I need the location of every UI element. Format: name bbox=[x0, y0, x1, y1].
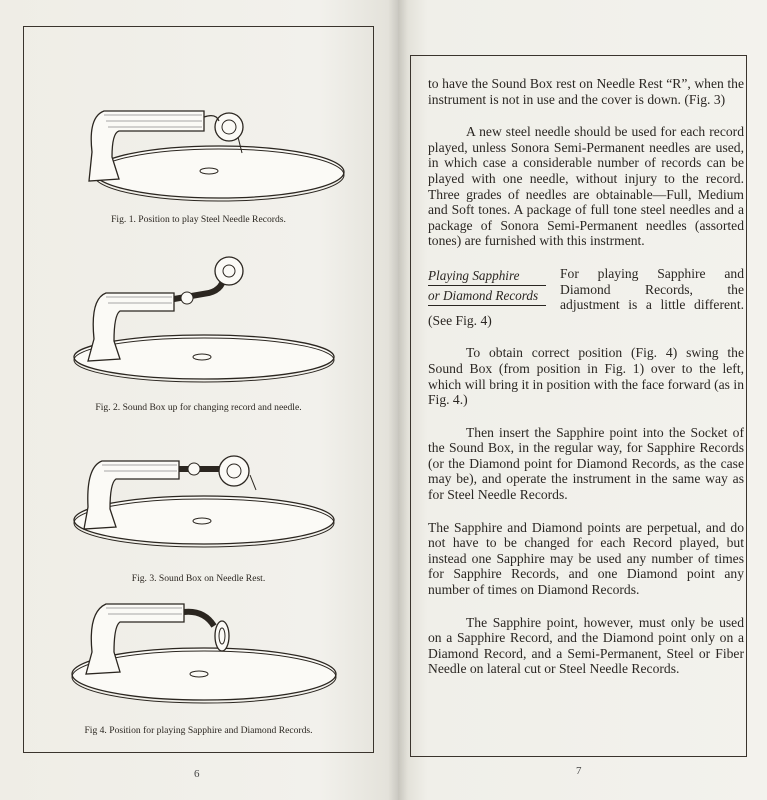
figure-3 bbox=[24, 435, 373, 585]
paragraph-7: The Sapphire point, however, must only be used on a Sapphire Record, and the Diamond point only on a Diamond Record, and a Semi-Permanent, Steel or Fiber Needle on lateral cut or Steel Needle Records. bbox=[428, 614, 744, 677]
left-page-frame bbox=[23, 26, 374, 753]
figure-3-illustration bbox=[24, 435, 373, 555]
figure-4-illustration bbox=[24, 592, 373, 712]
figure-2-caption: Fig. 2. Sound Box up for changing record and needle. bbox=[95, 402, 302, 413]
right-page bbox=[398, 0, 767, 800]
sapphire-section bbox=[428, 266, 744, 328]
right-page-frame bbox=[410, 55, 747, 757]
side-heading bbox=[428, 268, 550, 308]
figure-1-illustration bbox=[24, 97, 373, 207]
figure-2-illustration bbox=[24, 249, 373, 389]
figure-4 bbox=[24, 592, 373, 742]
paragraph-3: For playing Sapphire and Diamond Records, the adjustment is a little different. (See Fig. 4) bbox=[428, 265, 744, 328]
paragraph-6: The Sapphire and Diamond points are perpetual, and do not have to be changed for each Record played, but instead one Sapphire may be used any number of times for Sapphire Records, and one Diamond point any number of times on Diamond Records. bbox=[428, 519, 744, 598]
figure-1 bbox=[24, 97, 373, 232]
paragraph-1: to have the Sound Box rest on Needle Rest “R”, when the instrument is not in use and the cover is down. (Fig. 3) bbox=[428, 76, 744, 107]
right-page-text bbox=[428, 76, 744, 677]
figure-1-caption: Fig. 1. Position to play Steel Needle Records. bbox=[111, 214, 286, 225]
right-page-number: 7 bbox=[576, 765, 582, 777]
side-heading-line-1: Playing Sapphire bbox=[428, 268, 546, 286]
paragraph-5: Then insert the Sapphire point into the Socket of the Sound Box, in the regular way, for Sapphire Records (or the Diamond point for Diamond Records, as the case may be), and operate the instrument in the same way as for Steel Needle Records. bbox=[428, 424, 744, 503]
figure-3-caption: Fig. 3. Sound Box on Needle Rest. bbox=[131, 573, 266, 584]
left-page-number: 6 bbox=[194, 768, 200, 780]
figure-2 bbox=[24, 249, 373, 419]
book-gutter bbox=[388, 0, 408, 800]
figure-4-caption: Fig 4. Position for playing Sapphire and Diamond Records. bbox=[84, 725, 313, 736]
paragraph-2: A new steel needle should be used for each record played, unless Sonora Semi-Permanent needles are used, in which case a considerable number of records can be played with one needle, without injury to the record. Three grades of needles are obtainable—Full, Medium and Soft tones. A package of full tone steel needles and a package of Sonora Semi-Permanent needles (assorted tones) are furnished with this instrment. bbox=[428, 124, 744, 249]
paragraph-4: To obtain correct position (Fig. 4) swing the Sound Box (from position in Fig. 1) over to the left, which will bring it in position with the face forward (as in Fig. 4.) bbox=[428, 345, 744, 408]
side-heading-line-2: or Diamond Records bbox=[428, 288, 546, 306]
